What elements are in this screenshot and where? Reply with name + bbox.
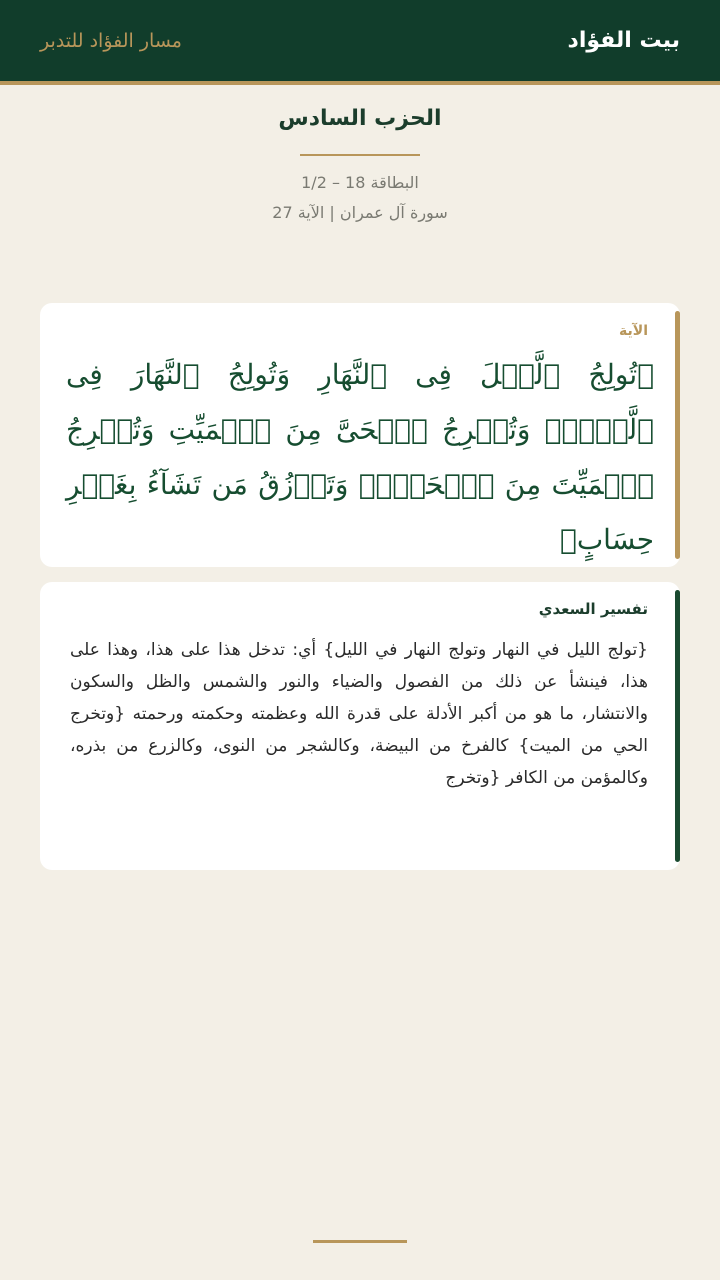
ayah-card-accent (675, 311, 680, 559)
title-divider (300, 154, 420, 156)
tafsir-text: {تولج الليل في النهار وتولج النهار في الليل} أي: تدخل هذا على هذا، وهذا على هذا، فينشأ عن ذلك من الفصول والضياء والنور والشمس والظل والسكون والانتشار، ما هو من أكبر الأدلة على قدرة الله وعظمته وحكمته ورحمته {وتخرج الحي من الميت} كالفرخ من البيضة، وكالشجر من النوى، وكالزرع من بذره، وكالمؤمن من الكافر {وتخرج (70, 640, 648, 788)
tafsir-label: تفسير السعدي (538, 600, 648, 618)
hizb-title: الحزب السادس (278, 106, 442, 131)
tadabbur-path-link[interactable]: مسار الفؤاد للتدبر (40, 30, 182, 52)
ayah-text: ﴿تُولِجُ ٱلَّيۡلَ فِى ٱلنَّهَارِ وَتُولِجُ ٱلنَّهَارَ فِى ٱلَّيۡلِۖ وَتُخۡرِجُ ٱلۡحَىَّ مِنَ ٱلۡمَيِّتِ وَتُخۡرِجُ ٱلۡمَيِّتَ مِنَ ٱلۡحَىِّۖ وَتَرۡزُقُ مَن تَشَآءُ بِغَيۡرِ حِسَابٍ﴾ (66, 358, 654, 556)
tafsir-card-accent (675, 590, 680, 862)
app-title[interactable]: بيت الفؤاد (567, 28, 680, 53)
surah-ayah-info: سورة آل عمران | الآية 27 (272, 203, 448, 222)
ayah-card (40, 303, 680, 567)
card-number: البطاقة 18 – 1/2 (301, 173, 419, 192)
card-meta (0, 172, 720, 232)
top-bar (0, 0, 720, 85)
ayah-label: الآية (619, 323, 648, 339)
bottom-divider (313, 1240, 407, 1243)
tafsir-card (40, 582, 680, 870)
